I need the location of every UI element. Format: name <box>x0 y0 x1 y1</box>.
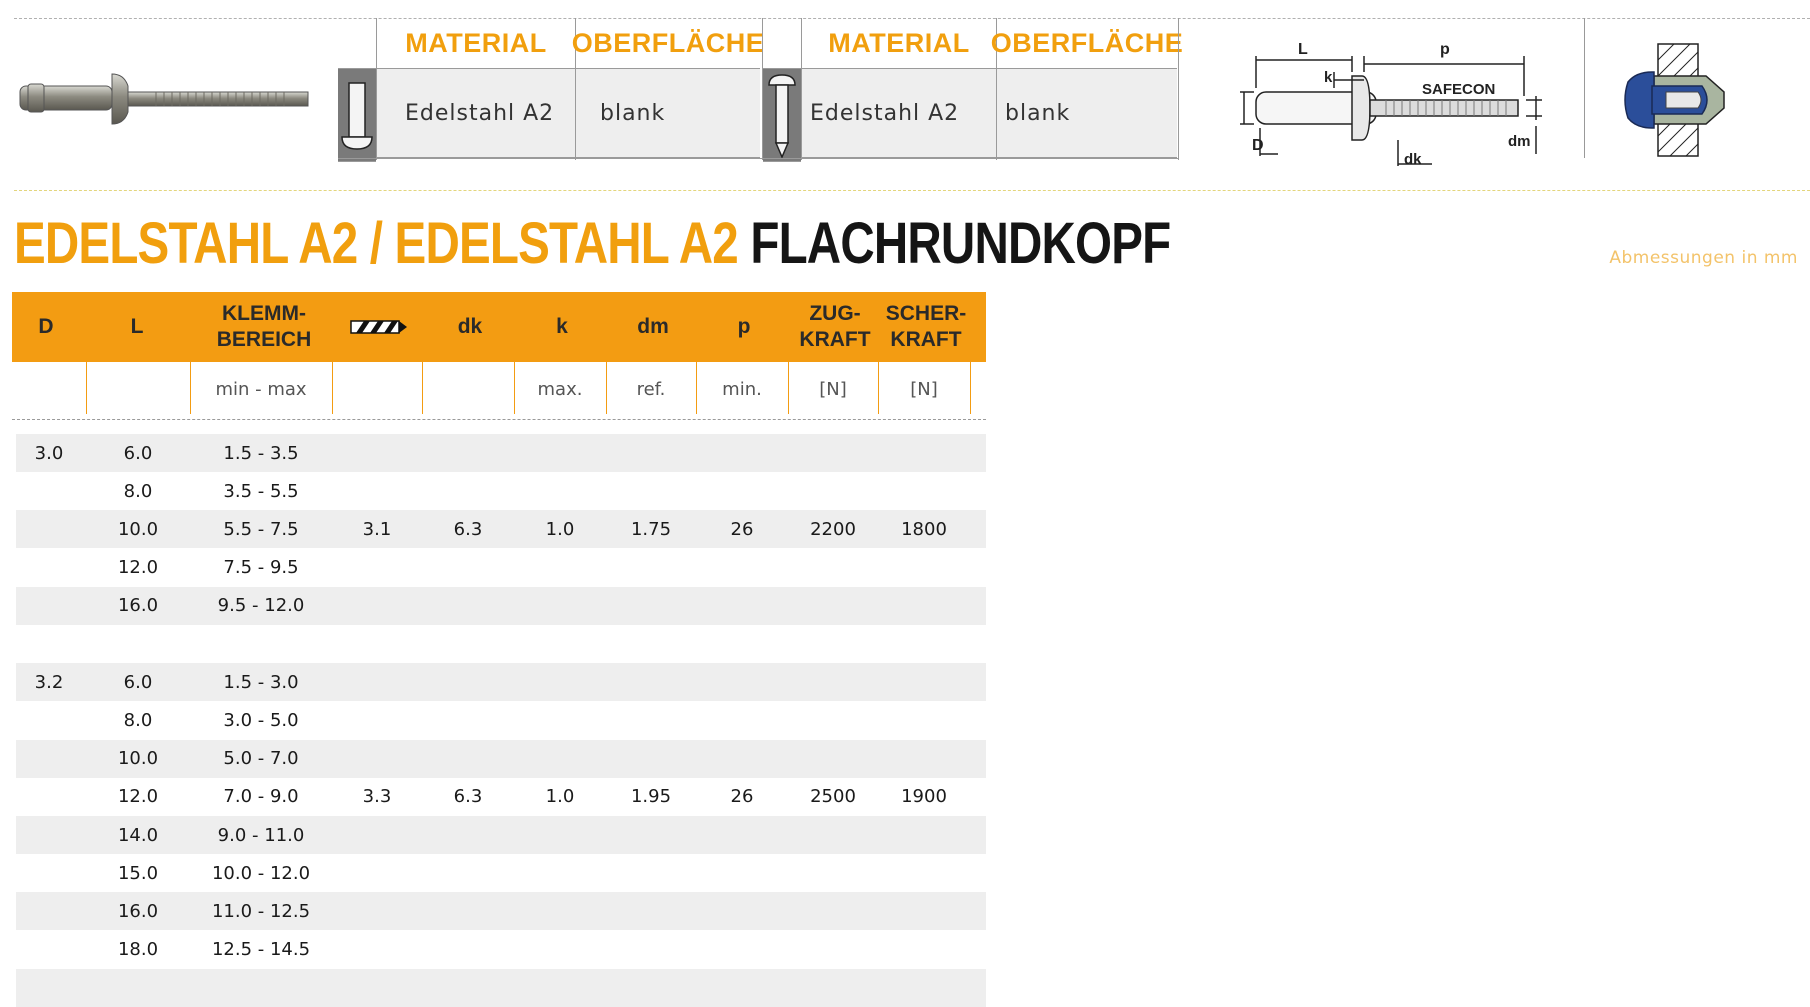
cell-dk <box>422 701 514 739</box>
cell-D <box>12 778 86 816</box>
cell-k: 1.0 <box>545 518 575 540</box>
panel1-material-header: MATERIAL <box>405 27 547 58</box>
cell-L: 16.0 <box>117 900 159 922</box>
cell-dk <box>422 663 514 701</box>
cell-scher <box>878 969 970 1007</box>
cell-D <box>12 854 86 892</box>
table-row <box>16 625 986 663</box>
cell-p <box>696 816 788 854</box>
cell-dk: 6.3 <box>453 518 483 540</box>
panels-bottom-border <box>338 158 1179 159</box>
rivet-dimension-diagram <box>1236 36 1552 172</box>
table-row <box>16 892 986 930</box>
rivet-body-icon <box>338 69 376 161</box>
cell-p <box>696 892 788 930</box>
diagram-brand: SAFECON <box>1422 81 1496 98</box>
subheader-divider <box>970 362 971 414</box>
cell-zug: 2200 <box>810 518 856 540</box>
subheader-divider <box>332 362 333 414</box>
cell-p <box>696 663 788 701</box>
cell-zug <box>788 931 878 969</box>
table-row <box>16 510 986 548</box>
rivet-product-image <box>16 66 316 132</box>
cell-drill: 3.3 <box>362 786 392 808</box>
cell-dk <box>422 931 514 969</box>
cell-drill <box>332 892 422 930</box>
header-zugkraft-line1: ZUG- <box>809 302 861 325</box>
table-row <box>16 816 986 854</box>
cell-p <box>696 969 788 1007</box>
subheader-p: min. <box>722 378 762 400</box>
cell-dm <box>606 472 696 510</box>
cell-zug <box>788 969 878 1007</box>
cell-dm: 1.95 <box>630 786 672 808</box>
cell-p <box>696 472 788 510</box>
cell-scher <box>878 816 970 854</box>
panel2-surface-value: blank <box>997 68 1177 158</box>
mandrel-icon <box>763 69 801 161</box>
mandrel-icon-cell <box>763 68 801 162</box>
cell-range: 9.0 - 11.0 <box>217 824 305 846</box>
cell-scher <box>878 625 970 663</box>
cell-zug <box>788 625 878 663</box>
panel2-surface-header: OBERFLÄCHE <box>990 27 1184 58</box>
cell-p <box>696 701 788 739</box>
header-klemmbereich-line1: KLEMM- <box>222 302 306 325</box>
cell-k: 1.0 <box>545 786 575 808</box>
header-klemmbereich <box>194 292 334 362</box>
cell-D <box>12 969 86 1007</box>
cell-L: 6.0 <box>123 442 153 464</box>
subheader-divider <box>422 362 423 414</box>
cell-zug <box>788 701 878 739</box>
cell-L: 10.0 <box>117 748 159 770</box>
cell-D <box>12 625 86 663</box>
section-dashed-divider <box>14 190 1810 191</box>
cell-p <box>696 549 788 587</box>
header-scherkraft-line2: KRAFT <box>890 328 962 351</box>
cell-p <box>696 587 788 625</box>
cell-D <box>12 931 86 969</box>
header-klemmbereich-line2: BEREICH <box>216 328 312 351</box>
rivet-body-icon-cell <box>338 68 376 162</box>
cell-D <box>12 587 86 625</box>
cell-k <box>514 587 606 625</box>
cell-L: 8.0 <box>123 709 153 731</box>
cell-p: 26 <box>730 786 754 808</box>
cell-dk <box>422 740 514 778</box>
cell-dk <box>422 892 514 930</box>
subheader-k: max. <box>537 378 583 400</box>
header-scherkraft-line1: SCHER- <box>885 302 967 325</box>
cell-p: 26 <box>730 518 754 540</box>
panel1-surface-header: OBERFLÄCHE <box>571 27 765 58</box>
cell-scher: 1900 <box>901 786 947 808</box>
cell-scher <box>878 663 970 701</box>
cell-dk <box>422 969 514 1007</box>
cell-dm <box>606 816 696 854</box>
cell-L <box>86 969 190 1007</box>
subheader-klemm: min - max <box>215 378 307 400</box>
cell-range: 9.5 - 12.0 <box>217 595 305 617</box>
cell-k <box>514 931 606 969</box>
cell-p <box>696 740 788 778</box>
cell-D <box>12 472 86 510</box>
cell-D <box>12 549 86 587</box>
cell-L: 18.0 <box>117 939 159 961</box>
cell-drill <box>332 434 422 472</box>
units-note: Abmessungen in mm <box>1609 248 1798 268</box>
cell-drill <box>332 969 422 1007</box>
cell-dk <box>422 549 514 587</box>
cell-D <box>12 510 86 548</box>
cell-scher <box>878 472 970 510</box>
diagram-separator <box>1584 18 1585 158</box>
subheader-divider <box>86 362 87 414</box>
cell-k <box>514 701 606 739</box>
subheader-scher: [N] <box>910 378 938 400</box>
cell-range <box>190 969 332 1007</box>
panel2-material-value: Edelstahl A2 <box>802 68 996 158</box>
cell-k <box>514 892 606 930</box>
cell-k <box>514 472 606 510</box>
cell-dk <box>422 625 514 663</box>
cell-zug <box>788 892 878 930</box>
diagram-label-L: L <box>1298 41 1308 58</box>
cell-dm <box>606 701 696 739</box>
cell-zug <box>788 549 878 587</box>
cell-scher: 1800 <box>901 518 947 540</box>
cell-zug <box>788 434 878 472</box>
cell-zug <box>788 472 878 510</box>
cell-scher <box>878 701 970 739</box>
cell-dm <box>606 434 696 472</box>
cell-drill: 3.1 <box>362 518 392 540</box>
cell-range: 5.5 - 7.5 <box>223 518 299 540</box>
cell-range: 5.0 - 7.0 <box>223 748 299 770</box>
cell-L: 15.0 <box>117 862 159 884</box>
cell-zug: 2500 <box>810 786 856 808</box>
cell-drill <box>332 549 422 587</box>
cell-k <box>514 434 606 472</box>
cell-D <box>12 740 86 778</box>
header-L: L <box>130 315 144 338</box>
cell-dm <box>606 892 696 930</box>
cell-scher <box>878 587 970 625</box>
diagram-label-dm: dm <box>1508 133 1531 150</box>
table-row <box>16 434 986 472</box>
cell-dk <box>422 587 514 625</box>
cell-range: 7.0 - 9.0 <box>223 786 299 808</box>
cell-k <box>514 663 606 701</box>
cell-scher <box>878 740 970 778</box>
cell-k <box>514 816 606 854</box>
cell-D: 3.0 <box>34 442 64 464</box>
panel1-surface-value: blank <box>576 68 760 158</box>
cell-zug <box>788 740 878 778</box>
drill-bit-icon <box>350 318 408 336</box>
table-row <box>16 587 986 625</box>
cell-range: 12.5 - 14.5 <box>211 939 311 961</box>
header-p: p <box>737 315 751 338</box>
cell-drill <box>332 625 422 663</box>
diagram-label-D: D <box>1252 137 1264 154</box>
cell-drill <box>332 740 422 778</box>
cell-p <box>696 625 788 663</box>
cell-p <box>696 434 788 472</box>
cell-range: 1.5 - 3.0 <box>223 671 299 693</box>
cell-range: 3.5 - 5.5 <box>223 480 299 502</box>
cell-dm <box>606 663 696 701</box>
table-row <box>16 549 986 587</box>
header-zugkraft-line2: KRAFT <box>799 328 871 351</box>
cell-range: 11.0 - 12.5 <box>211 900 311 922</box>
cell-scher <box>878 892 970 930</box>
table-row <box>16 931 986 969</box>
cell-dm: 1.75 <box>630 518 672 540</box>
table-row <box>16 701 986 739</box>
cell-dm <box>606 549 696 587</box>
cell-dk <box>422 854 514 892</box>
page-title <box>14 210 1170 277</box>
cell-L: 16.0 <box>117 595 159 617</box>
panel1-material-value: Edelstahl A2 <box>377 68 575 158</box>
table-row <box>16 969 986 1007</box>
cell-drill <box>332 931 422 969</box>
header-zugkraft <box>790 292 880 362</box>
title-material: EDELSTAHL A2 / EDELSTAHL A2 <box>14 211 738 276</box>
cell-dm <box>606 854 696 892</box>
header-D: D <box>38 315 54 338</box>
cell-p <box>696 854 788 892</box>
cell-dm <box>606 931 696 969</box>
cell-range: 7.5 - 9.5 <box>223 557 299 579</box>
cell-range: 3.0 - 5.0 <box>223 709 299 731</box>
rivet-cross-section-image <box>1618 42 1730 158</box>
subheader-zug: [N] <box>819 378 847 400</box>
cell-drill <box>332 854 422 892</box>
title-head-type: FLACHRUNDKOPF <box>750 211 1171 276</box>
cell-zug <box>788 816 878 854</box>
cell-scher <box>878 434 970 472</box>
header-k: k <box>556 315 568 338</box>
cell-D <box>12 701 86 739</box>
table-row <box>16 472 986 510</box>
header-dk: dk <box>457 315 483 338</box>
diagram-label-k: k <box>1324 69 1333 86</box>
cell-k <box>514 969 606 1007</box>
table-row <box>16 778 986 816</box>
cell-dm <box>606 740 696 778</box>
cell-dk <box>422 816 514 854</box>
cell-k <box>514 625 606 663</box>
cell-drill <box>332 816 422 854</box>
cell-range: 10.0 - 12.0 <box>211 862 311 884</box>
header-scherkraft <box>880 292 972 362</box>
table-row <box>16 854 986 892</box>
diagram-label-dk: dk <box>1404 151 1422 168</box>
cell-drill <box>332 663 422 701</box>
cell-dk <box>422 472 514 510</box>
table-subheader <box>12 362 986 416</box>
table-header <box>12 292 986 362</box>
cell-p <box>696 931 788 969</box>
subheader-dashed-divider <box>12 419 986 420</box>
subheader-dm: ref. <box>636 378 666 400</box>
diagram-label-p: p <box>1440 41 1450 58</box>
cell-scher <box>878 854 970 892</box>
table-row <box>16 663 986 701</box>
cell-L: 14.0 <box>117 824 159 846</box>
cell-scher <box>878 549 970 587</box>
cell-dm <box>606 969 696 1007</box>
cell-L: 10.0 <box>117 518 159 540</box>
cell-k <box>514 740 606 778</box>
table-row <box>16 740 986 778</box>
cell-drill <box>332 587 422 625</box>
cell-D <box>12 816 86 854</box>
cell-L: 12.0 <box>117 557 159 579</box>
header-drill <box>334 292 424 362</box>
cell-L: 6.0 <box>123 671 153 693</box>
cell-range: 1.5 - 3.5 <box>223 442 299 464</box>
cell-D <box>12 892 86 930</box>
cell-L: 12.0 <box>117 786 159 808</box>
header-dm: dm <box>637 315 669 338</box>
cell-dm <box>606 587 696 625</box>
cell-D: 3.2 <box>34 671 64 693</box>
panel2-right-border <box>1178 18 1179 160</box>
cell-zug <box>788 854 878 892</box>
cell-zug <box>788 587 878 625</box>
cell-L <box>86 625 190 663</box>
cell-drill <box>332 701 422 739</box>
cell-k <box>514 549 606 587</box>
cell-dk: 6.3 <box>453 786 483 808</box>
cell-range <box>190 625 332 663</box>
cell-L: 8.0 <box>123 480 153 502</box>
cell-drill <box>332 472 422 510</box>
cell-k <box>514 854 606 892</box>
cell-dk <box>422 434 514 472</box>
panel2-material-header: MATERIAL <box>828 27 970 58</box>
cell-scher <box>878 931 970 969</box>
cell-zug <box>788 663 878 701</box>
cell-dm <box>606 625 696 663</box>
